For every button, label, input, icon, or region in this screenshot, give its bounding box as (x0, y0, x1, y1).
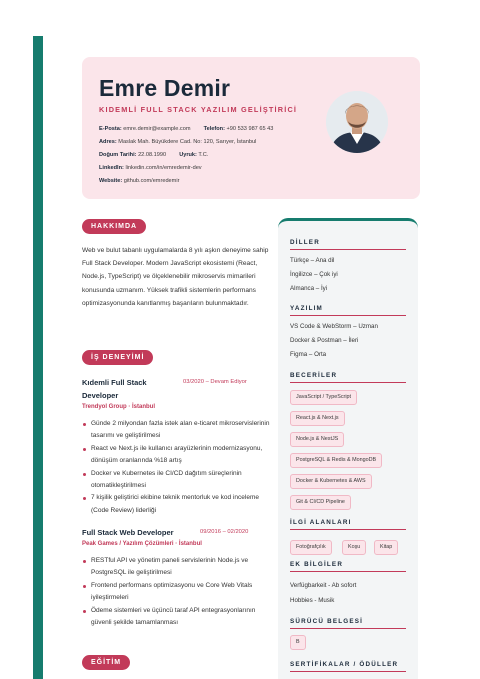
job-2-bullet: Frontend performans optimizasyonu ve Core Web Vitals iyileştirmeleri (82, 580, 274, 605)
skill-tag: React.js & Next.js (290, 411, 345, 426)
skills-heading: BECERİLER (290, 372, 406, 383)
accent-stripe (33, 36, 43, 679)
website-label: Website: (99, 178, 123, 184)
skill-tag: PostgreSQL & Redis & MongoDB (290, 453, 382, 468)
certificates-heading: SERTİFİKALAR / ÖDÜLLER (290, 661, 406, 672)
address-label: Adres: (99, 139, 117, 145)
software-item: Docker & Postman – İleri (290, 337, 359, 344)
header-card (82, 57, 420, 199)
phone-label: Telefon: (203, 126, 225, 132)
nationality-label: Uyruk: (179, 152, 197, 158)
job-2-company: Peak Games / Yazılım Çözümleri · İstanbul (82, 541, 202, 547)
interest-tag: Koşu (342, 540, 366, 555)
linkedin-link[interactable]: linkedin.com/in/emredemir-dev (125, 165, 202, 171)
profile-photo-image (326, 91, 388, 153)
about-text: Web ve bulut tabanlı uygulamalarda 8 yılı aşkın deneyime sahip Full Stack Developer. Modern JavaScript ekosistemi (React, Node.js, TypeScript) ve ölçeklenebilir mikroservis mimarileri konusunda uzmanım. Yüksek trafikli sistemlerin performans optimizasyonunda kanıtlanmış başarıların bulunmaktadır. (82, 247, 269, 307)
software-item: VS Code & WebStorm – Uzman (290, 323, 378, 330)
profile-photo (326, 91, 388, 153)
other-info-heading: EK BİLGİLER (290, 561, 406, 572)
languages-heading: DİLLER (290, 239, 406, 250)
job-1-bullet: 7 kişilik geliştirici ekibine teknik mentorluk ve kod inceleme (Code Review) liderliği (82, 492, 274, 517)
job-2-date: 09/2016 – 02/2020 (200, 529, 249, 535)
contact-row-1 (99, 126, 273, 132)
skill-tag: Docker & Kubernetes & AWS (290, 474, 372, 489)
license-tag: B (290, 635, 306, 650)
software-heading: YAZILIM (290, 305, 406, 316)
phone-value[interactable]: +90 533 987 65 43 (226, 126, 274, 132)
skill-tag: Git & CI/CD Pipeline (290, 495, 351, 510)
skill-tag: Node.js & NestJS (290, 432, 344, 447)
interest-tag: Kitap (374, 540, 398, 555)
job-1-date: 03/2020 – Devam Ediyor (183, 379, 247, 385)
section-experience-heading: İŞ DENEYİMİ (82, 350, 153, 365)
job-2-bullets (82, 555, 274, 629)
contact-row-5 (99, 178, 179, 184)
address-value: Maslak Mah. Büyükdere Cad. No: 120, Sarıyer, İstanbul (118, 139, 257, 145)
contact-row-2 (99, 139, 256, 145)
job-headline: KIDEMLİ FULL STACK YAZILIM GELİŞTİRİCİ (99, 105, 298, 114)
job-1-bullet: Docker ve Kubernetes ile CI/CD dağıtım süreçlerinin otomatikleştirilmesi (82, 468, 274, 493)
job-1-company: Trendyol Group · İstanbul (82, 404, 156, 410)
job-1-title: Kıdemli Full Stack Developer (82, 378, 147, 400)
contact-row-3 (99, 152, 208, 158)
email-value[interactable]: emre.demir@example.com (123, 126, 191, 132)
birth-label: Doğum Tarihi: (99, 152, 137, 158)
email-label: E-Posta: (99, 126, 122, 132)
job-2-bullet: Ödeme sistemleri ve üçüncü taraf API entegrasyonlarının güvenli şekilde tamamlanması (82, 605, 274, 630)
job-2-bullet: RESTful API ve yönetim paneli servislerinin Node.js ve PostgreSQL ile geliştirilmesi (82, 555, 274, 580)
job-1-bullets (82, 418, 274, 517)
birth-value: 22.08.1990 (138, 152, 167, 158)
job-1-bullet: React ve Next.js ile kullanıcı arayüzlerinin modernizasyonu, dönüşüm oranlarında %18 artış (82, 443, 274, 468)
section-about-heading: HAKKIMDA (82, 219, 146, 234)
language-item: Türkçe – Ana dil (290, 257, 335, 264)
person-name: Emre Demir (99, 75, 231, 101)
other-info-item: Hobbies - Musik (290, 597, 335, 604)
job-1-bullet: Günde 2 milyondan fazla istek alan e-ticaret mikroservislerinin tasarımı ve geliştirilmesi (82, 418, 274, 443)
nationality-value: T.C. (198, 152, 209, 158)
contact-row-4 (99, 165, 202, 171)
linkedin-label: LinkedIn: (99, 165, 124, 171)
sidebar (278, 218, 418, 679)
interest-tag: Fotoğrafçılık (290, 540, 332, 555)
website-link[interactable]: github.com/emredemir (123, 178, 180, 184)
language-item: İngilizce – Çok iyi (290, 271, 338, 278)
language-item: Almanca – İyi (290, 285, 328, 292)
software-item: Figma – Orta (290, 351, 327, 358)
skill-tag: JavaScript / TypeScript (290, 390, 357, 405)
section-education-heading: EĞİTİM (82, 655, 130, 670)
job-2-title: Full Stack Web Developer (82, 528, 174, 537)
interests-heading: İLGİ ALANLARI (290, 519, 406, 530)
license-heading: SÜRÜCÜ BELGESİ (290, 618, 406, 629)
other-info-item: Verfügbarkeit - Ab sofort (290, 582, 357, 589)
interests-row (290, 540, 410, 554)
